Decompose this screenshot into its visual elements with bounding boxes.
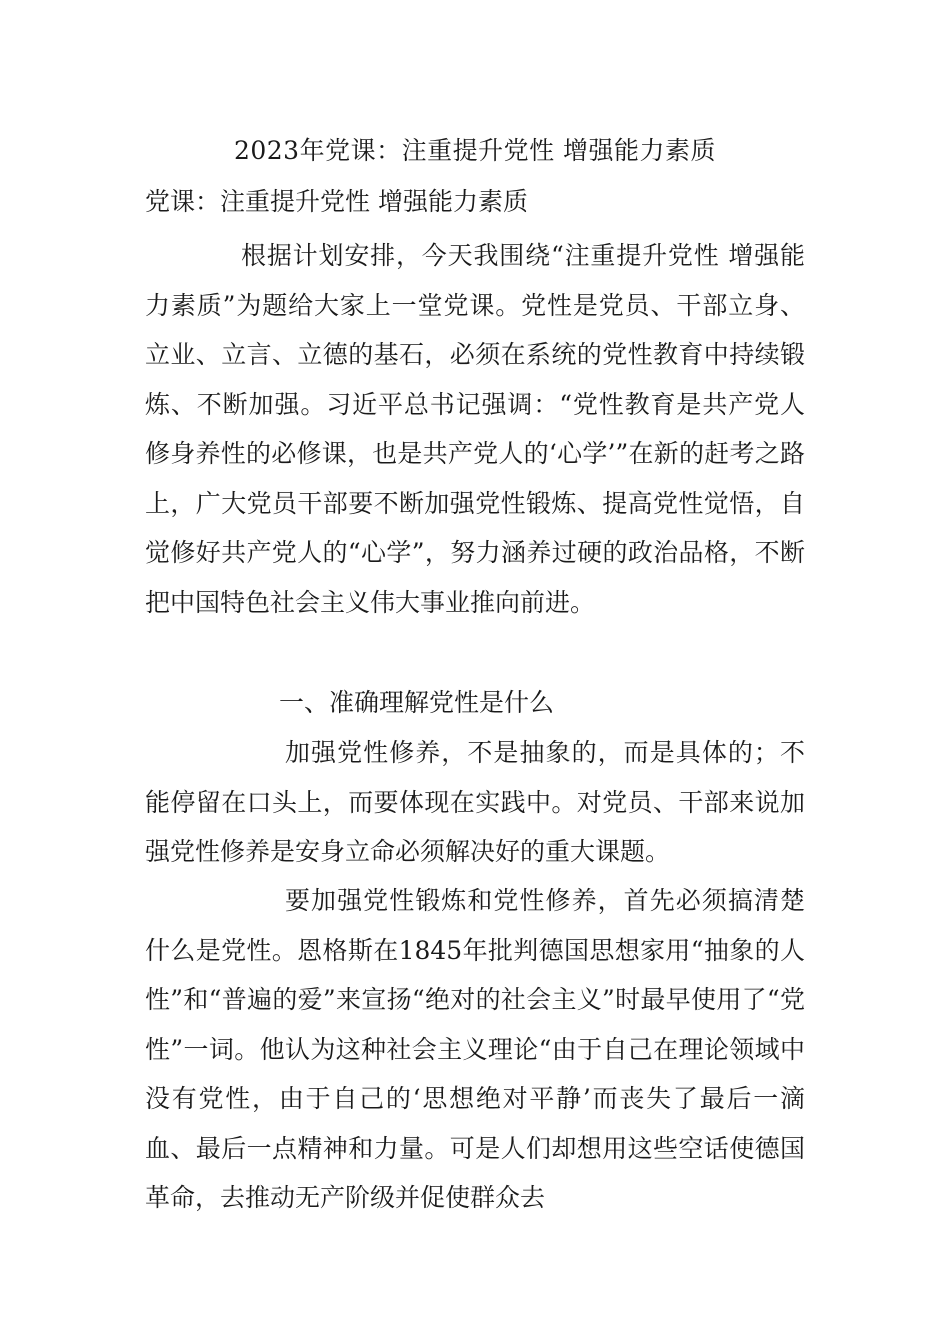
document-title: 2023年党课：注重提升党性 增强能力素质	[233, 136, 717, 165]
paragraph-intro: 根据计划安排，今天我围绕“注重提升党性 增强能力素质”为题给大家上一堂党课。党性是党员、干部立身、立业、立言、立德的基石，必须在系统的党性教育中持续锻炼、不断加强。习近平总书记强调：“党性教育是共产党人修身养性的必修课，也是共产党人的‘心学’”在新的赶考之路上，广大党员干部要不断加强党性锻炼、提高党性觉悟，自觉修好共产党人的“心学”，努力涵养过硬的政治品格，不断把中国特色社会主义伟大事业推向前进。	[145, 241, 805, 617]
section-heading: 一、准确理解党性是什么	[279, 688, 555, 717]
paragraph-what-is-party-spirit: 要加强党性锻炼和党性修养，首先必须搞清楚什么是党性。恩格斯在1845年批判德国思想家用“抽象的人性”和“普遍的爱”来宣扬“绝对的社会主义”时最早使用了“党性”一词。他认为这种社会主义理论“由于自己在理论领域中没有党性，由于自己的‘思想绝对平静’而丧失了最后一滴血、最后一点精神和力量。可是人们却想用这些空话使德国革命，去推动无产阶级并促使群众去	[145, 886, 805, 1212]
paragraph-party-cultivation: 加强党性修养，不是抽象的，而是具体的；不能停留在口头上，而要体现在实践中。对党员、干部来说加强党性修养是安身立命必须解决好的重大课题。	[145, 738, 805, 866]
document-subtitle: 党课：注重提升党性 增强能力素质	[145, 187, 528, 216]
